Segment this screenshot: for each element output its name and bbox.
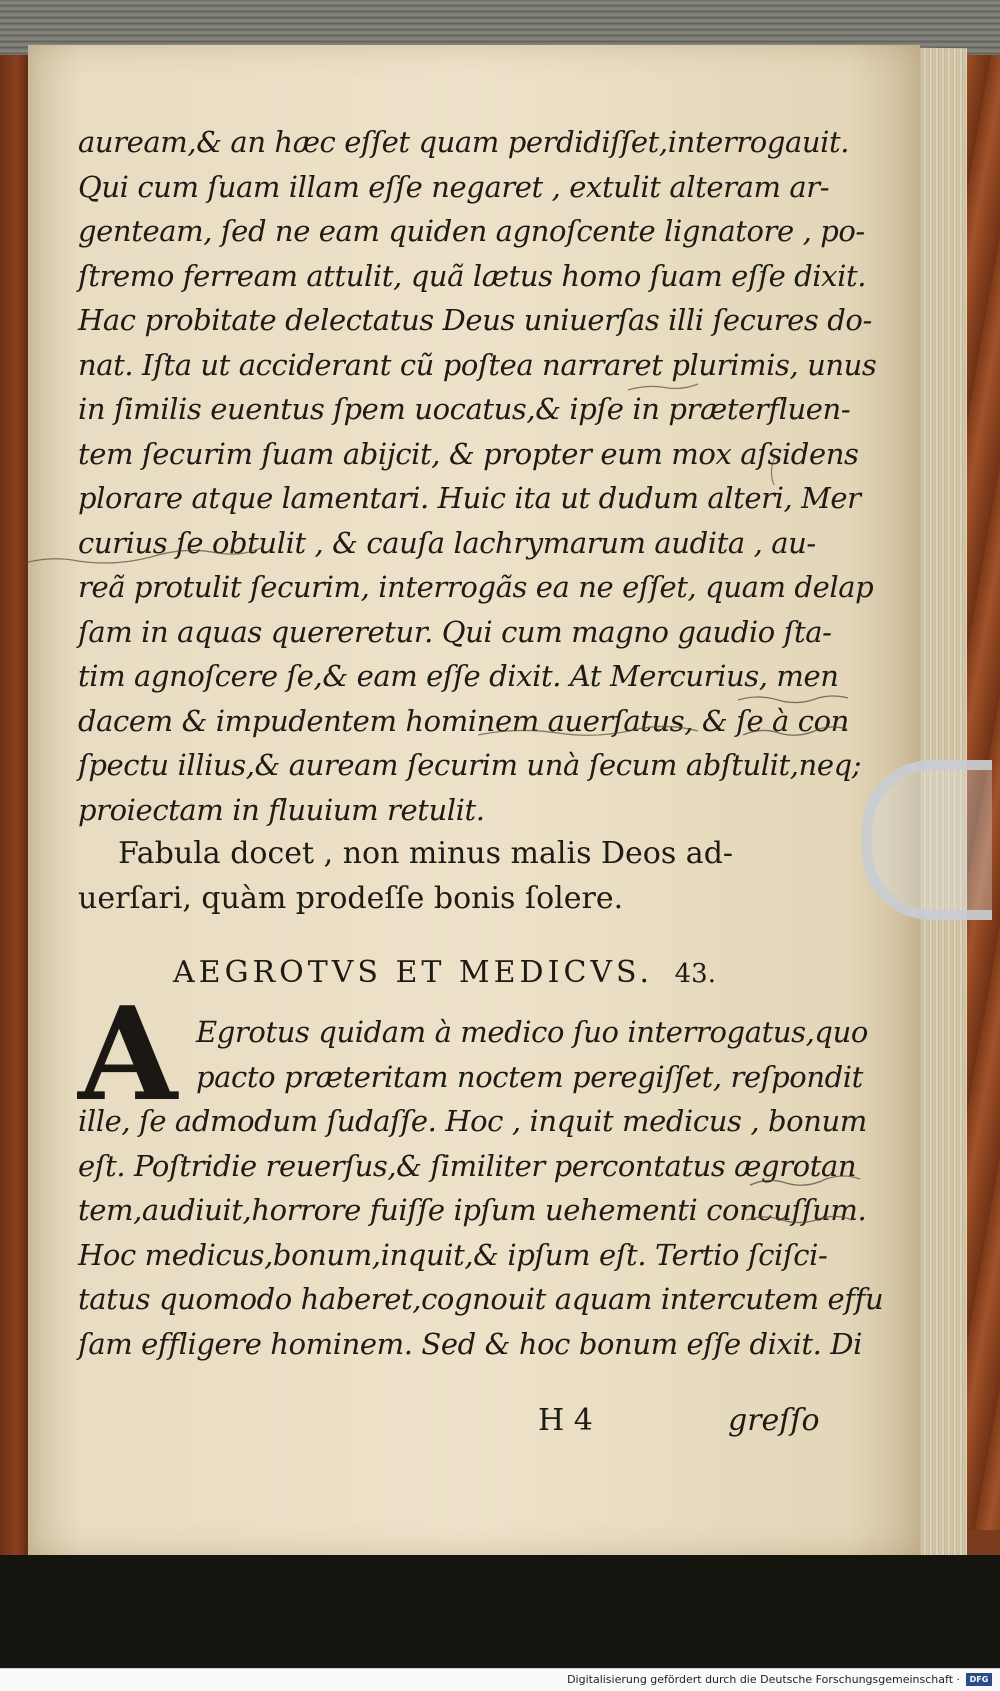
text-line: in ſimilis euentus ſpem uocatus,& ipſe in præterfluen-: [78, 392, 851, 426]
text-line: tatus quomodo haberet,cognouit aquam intercutem effu: [78, 1282, 884, 1316]
text-line: ille, ſe admodum ſudaſſe. Hoc , inquit medicus , bonum: [78, 1104, 867, 1138]
text-line: genteam, ſed ne eam quiden agnoſcente lignatore , po-: [78, 214, 865, 248]
text-line: ſam effligere hominem. Sed & hoc bonum eſſe dixit. Di: [78, 1326, 863, 1361]
text-line: Egrotus quidam à medico ſuo interrogatus,quo: [196, 1015, 868, 1049]
scan-bottom-band: [0, 1555, 1000, 1670]
text-line: Qui cum ſuam illam eſſe negaret , extulit alteram ar-: [78, 169, 830, 204]
wood-background-left: [0, 0, 30, 1690]
text-line: ſpectu illius,& auream ſecurim unà ſecum abſtulit,neq;: [78, 748, 862, 782]
digitization-caption: Digitalisierung gefördert durch die Deutsche Forschungsgemeinschaft ·: [567, 1673, 960, 1686]
page-footer-row: [28, 1403, 920, 1443]
moral-line: Fabula docet , non minus malis Deos ad-: [118, 836, 734, 871]
digitization-caption-bar: [0, 1668, 1000, 1691]
fable-text-block: [78, 1010, 884, 1366]
text-line: pacto præteritam noctem peregiſſet, reſpondit: [196, 1059, 863, 1094]
text-line: tem,audiuit,horrore fuiſſe ipſum uehementi concuſſum.: [78, 1193, 867, 1227]
text-line: plorare atque lamentari. Huic ita ut dudum alteri, Mer: [78, 481, 861, 515]
text-line: ſtremo ferream attulit, quã lætus homo ſuam eſſe dixit.: [78, 258, 867, 293]
text-line: proiectam in fluuium retulit.: [78, 792, 485, 827]
text-line: nat. Iſta ut acciderant cũ poſtea narraret plurimis, unus: [78, 347, 877, 382]
text-line: dacem & impudentem hominem auerſatus, & ſe à con: [78, 703, 849, 738]
moral-line: uerſari, quàm prodeſſe bonis ſolere.: [78, 880, 624, 916]
text-line: curius ſe obtulit , & cauſa lachrymarum audita , au-: [78, 525, 816, 560]
catchword: greſſo: [728, 1403, 820, 1438]
decorated-initial: A: [78, 980, 178, 1130]
text-line: tim agnoſcere ſe,& eam eſſe dixit. At Mercurius, men: [78, 659, 839, 693]
fable-heading: [173, 955, 833, 990]
text-line: Hac probitate delectatus Deus uniuerſas illi ſecures do-: [78, 303, 872, 337]
text-line: eſt. Poſtridie reuerſus,& ſimiliter percontatus ægrotan: [78, 1148, 857, 1183]
text-line: Hoc medicus,bonum,inquit,& ipſum eſt. Tertio ſciſci-: [78, 1237, 828, 1272]
fable-number: 43.: [674, 959, 716, 989]
text-line: auream,& an hæc eſſet quam perdidiſſet,interrogauit.: [78, 125, 850, 159]
text-line: tem ſecurim ſuam abijcit, & propter eum mox aſsidens: [78, 436, 859, 471]
text-line: ſam in aquas quereretur. Qui cum magno gaudio ſta-: [78, 614, 832, 649]
page-holder-clip: [862, 760, 992, 920]
text-line: reã protulit ſecurim, interrogãs ea ne eſſet, quam delap: [78, 570, 874, 604]
signature-mark: H 4: [538, 1403, 593, 1438]
dfg-logo: DFG: [966, 1673, 992, 1686]
book-page: [28, 45, 920, 1555]
main-text-block: [78, 120, 877, 921]
fable-title: AEGROTVS ET MEDICVS.: [173, 955, 654, 990]
